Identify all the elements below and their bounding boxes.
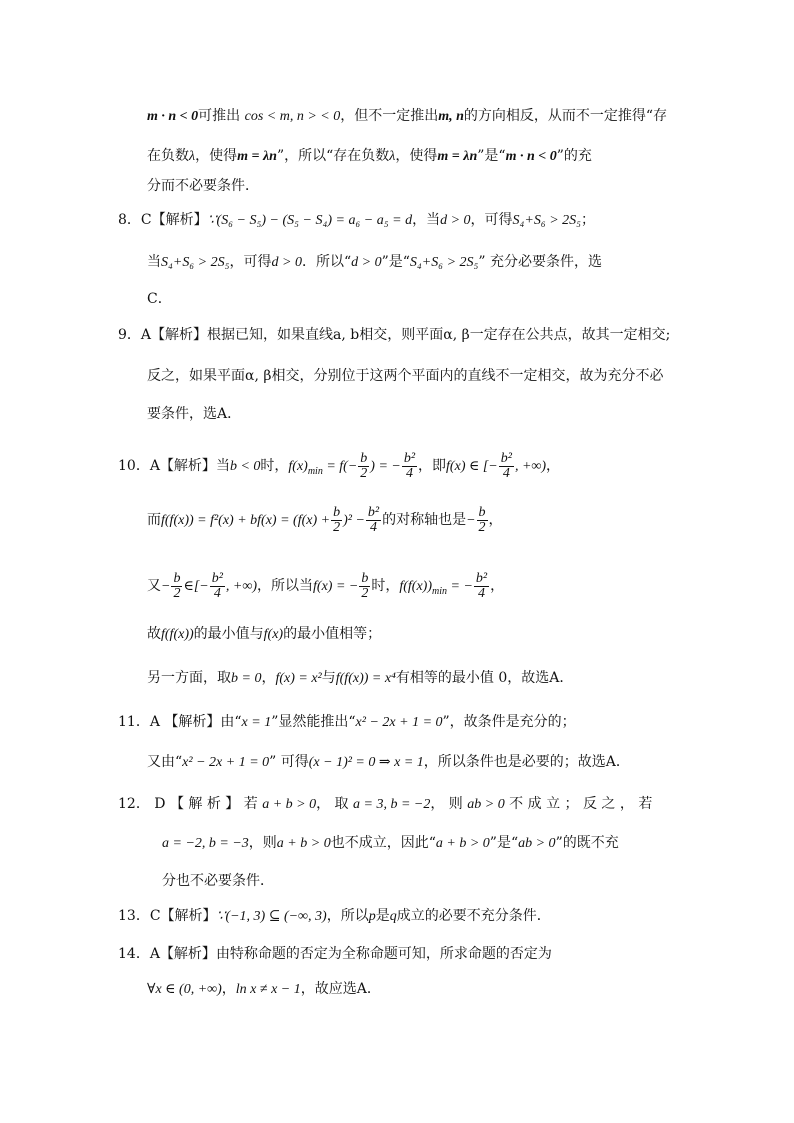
text: 另一方面，取 [147,670,231,686]
math-expr: , +∞) [225,579,258,594]
p7-line3 [147,176,259,196]
math-expr: , +∞) [514,459,547,474]
text: 反之，如果平面α, β相交，分别位于这两个平面内的直线不一定相交，故为充分不必 [147,368,664,384]
text: 当 [215,458,230,474]
math-expr: a + b > 0 [435,836,490,851]
math-expr: f(x) [263,627,284,642]
math-expr: S₄+S₆ > 2S₅ [161,255,230,270]
math-expr: f(f(x)) = x⁴ [335,671,396,686]
p14-line1 [118,944,552,964]
p10-line3 [147,566,504,612]
numerator: b² [211,570,223,586]
text: ，则 [248,835,277,851]
text: 的对称轴也是 [382,512,467,528]
text: ”，故条件是充分的； [442,714,576,730]
denominator: 4 [369,519,377,535]
p11-line2 [147,752,630,773]
p10-line1 [118,446,560,492]
p9-line2 [147,366,663,386]
numerator: b [361,570,369,586]
math-expr: a + b > 0 [276,836,331,851]
text: ，使得 [395,148,438,164]
text: 又 [147,578,161,594]
item-number: 12． D 【 解 析 】 [118,796,240,812]
math-expr: d > 0 [351,255,382,270]
math-expr: q [389,909,397,924]
text: 当 [147,254,161,270]
text: 也不成立，因此“ [330,835,436,851]
text: 有相等的最小值 0，故选A． [395,670,574,686]
p12-line3 [162,871,274,891]
p8-line1 [118,210,595,231]
text: 与 [321,670,336,686]
text: 在负数 [147,148,189,164]
text: 成立的必要不充分条件． [396,908,551,924]
math-expr: S₄+S₆ > 2S₅ [409,255,479,270]
math-expr: = − [447,579,473,594]
text: 若 [243,796,258,812]
text: ．所以“ [301,254,352,270]
numerator: b [360,450,368,466]
text: ， [261,670,276,686]
numerator: b² [475,570,488,586]
fraction [359,572,370,601]
text: ， 取 [316,796,349,812]
text: ， [488,512,503,528]
p7-line2 [147,146,592,167]
text: ，当 [412,212,441,228]
text: ； [581,212,596,228]
math-expr: x² − 2x + 1 = 0 [182,755,270,770]
text: 而 [147,512,161,528]
p10-line4 [147,624,381,645]
p10-line2 [147,500,503,541]
denominator: 4 [213,585,221,601]
text: 由特称命题的否定为全称命题可知，所求命题的否定为 [215,946,552,962]
text: ，所以当 [257,578,314,594]
text: ， [546,458,561,474]
math-expr: − [466,513,476,528]
p9-line3 [147,404,241,424]
math-expr: S₄+S₆ > 2S₅ [512,213,582,228]
math-expr: ab > 0 [518,836,556,851]
math-expr: ) = − [370,459,401,474]
denominator: 4 [478,585,485,601]
text: ”，所以“存在负数 [276,148,390,164]
item-number: 11．A 【解析】 [118,714,221,730]
denominator: 2 [360,465,368,481]
p11-line1 [118,712,576,733]
text: ”是“ [489,835,519,851]
math-expr: f(x) = − [313,579,359,594]
text: ”显然能推出“ [271,714,356,730]
text: ， 则 [430,796,463,812]
text: ”的既不充 [555,835,619,851]
fraction [358,452,369,481]
math-expr: = f(− [322,459,358,474]
text: ，即 [418,458,447,474]
text: ，可得 [470,212,513,228]
math-expr: ∈[− [183,579,209,594]
denominator: 4 [502,465,510,481]
fraction [331,506,342,535]
item-number: 10．A【解析】 [118,458,216,474]
math-expr: x = 1 [241,715,272,730]
p8-line3 [147,289,172,309]
math-expr: f(x) ∈ [− [446,459,498,474]
denominator: 2 [173,585,181,601]
math-expr: d > 0 [271,255,302,270]
text: C． [147,291,172,307]
math-expr: m · n < 0 [505,149,557,164]
math-expr: f(f(x)) [161,627,194,642]
math-expr: ln x ≠ x − 1 [235,982,301,997]
text: ， [490,578,505,594]
text: ，但不一定推出 [340,108,439,124]
math-expr: m = λn [237,149,277,164]
math-expr: m · n < 0 [147,109,199,124]
text: 又由“ [147,754,183,770]
math-expr: a + b > 0 [262,797,317,812]
math-expr: x² − 2x + 1 = 0 [355,715,443,730]
text: 时， [260,458,289,474]
text: 分也不必要条件． [162,873,274,889]
p8-line2 [147,252,602,273]
text: 可推出 [198,108,241,124]
subscript: min [432,585,447,597]
fraction [477,506,488,535]
math-expr: ab > 0 [467,797,505,812]
item-number: 13．C【解析】 [118,908,217,924]
text: ”是“ [381,254,410,270]
fraction [474,572,489,601]
numerator: b² [500,450,512,466]
text: 的最小值相等； [283,626,382,642]
numerator: b [173,570,181,586]
math-expr: ∵(S₆ − S₅) − (S₅ − S₄) = a₆ − a₅ = d [207,213,413,228]
fraction [402,452,417,481]
text: ，使得 [195,148,238,164]
math-expr: d > 0 [440,213,471,228]
math-expr: f(f(x)) [399,579,432,594]
p13-line1 [118,906,551,927]
fraction [366,506,381,535]
text: 故 [147,626,161,642]
numerator: b [478,504,486,520]
denominator: 2 [478,519,486,535]
math-expr: )² − [343,513,365,528]
math-expr: f(f(x)) = f²(x) + bf(x) = (f(x) + [161,513,331,528]
item-number: 8．C【解析】 [118,212,208,228]
math-expr: a = 3, b = −2 [353,797,431,812]
text: 是 [375,908,390,924]
subscript: min [307,465,323,477]
text: 的方向相反，从而不一定推得“存 [463,108,668,124]
p7-line1 [147,106,667,127]
text: ”的充 [556,148,592,164]
text: ，可得 [229,254,272,270]
item-number: 9．A【解析】 [118,327,208,343]
fraction [499,452,514,481]
math-expr: b = 0 [231,671,262,686]
text: 由“ [220,714,242,730]
text: 不 成 立 ； 反 之 ， 若 [509,796,653,812]
math-expr: ∵(−1, 3) ⊆ (−∞, 3) [216,909,327,924]
text: 要条件，选A． [147,406,242,422]
p12-line1 [118,794,652,815]
p9-line1 [118,325,670,345]
numerator: b [333,504,341,520]
math-expr: λ [389,149,396,164]
math-expr: (x − 1)² = 0 ⇒ x = 1 [308,755,424,770]
fraction [171,572,182,601]
text: ， [221,981,236,997]
math-expr: − [161,579,171,594]
text: 时， [371,578,400,594]
math-expr: m, n [438,109,464,124]
text: 根据已知，如果直线a, b相交，则平面α, β一定存在公共点，故其一定相交; [207,327,671,343]
p14-line2 [147,979,381,1000]
math-expr: b < 0 [229,459,261,474]
math-expr: m = λn [437,149,478,164]
denominator: 2 [361,585,369,601]
numerator: b² [367,504,380,520]
text: ，所以条件也是必要的；故选A． [423,754,630,770]
text: ，所以 [326,908,369,924]
math-expr: p [368,909,376,924]
text: ，故应选A． [300,981,381,997]
p10-line5 [147,668,573,689]
fraction [210,572,225,601]
text: ” 可得 [269,754,309,770]
text: ”是“ [477,148,506,164]
math-expr: cos < m, n > < 0 [244,109,341,124]
math-expr: ∀x ∈ (0, +∞) [147,982,222,997]
numerator: b² [403,450,416,466]
math-expr: λ [189,149,196,164]
denominator: 2 [333,519,341,535]
text: ” 充分必要条件，选 [478,254,603,270]
math-expr: a = −2, b = −3 [162,836,249,851]
math-expr: f(x) = x² [275,671,322,686]
text: 分而不必要条件． [147,178,259,194]
item-number: 14．A【解析】 [118,946,216,962]
denominator: 4 [405,465,413,481]
math-expr: f(x) [288,459,308,474]
p12-line2 [162,833,619,854]
text: 的最小值与 [193,626,264,642]
